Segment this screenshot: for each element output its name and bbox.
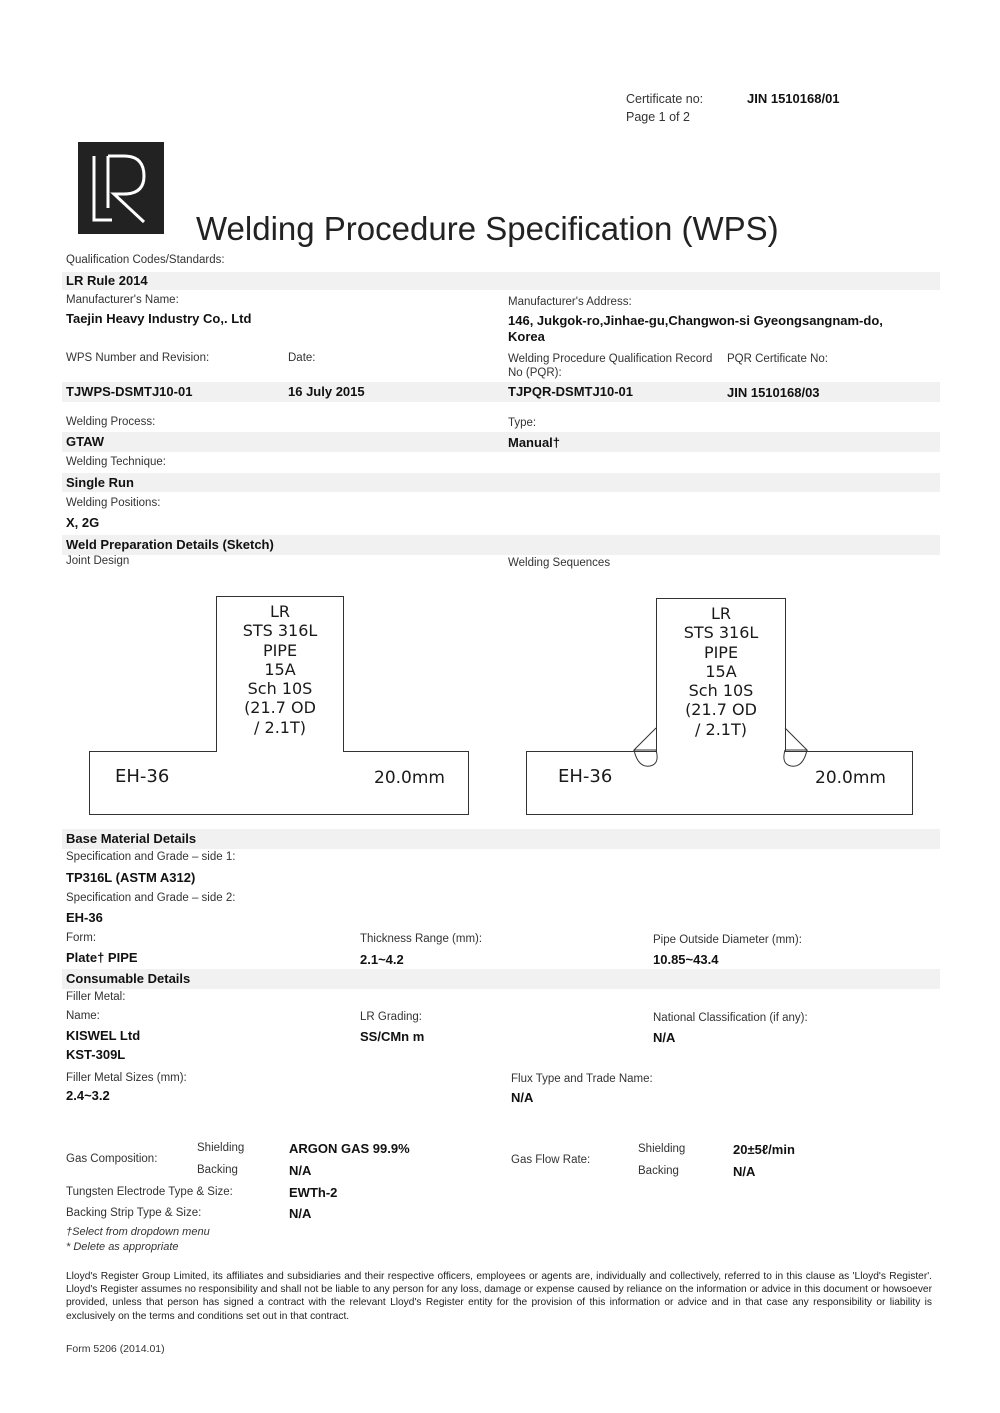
- backing-strip-label: Backing Strip Type & Size:: [66, 1207, 202, 1219]
- weld-preparation-title: Weld Preparation Details (Sketch): [66, 537, 274, 552]
- consumable-name-value: KISWEL Ltd: [66, 1028, 141, 1043]
- page-indicator: Page 1 of 2: [626, 110, 690, 124]
- joint-pipe-line: Sch 10S: [247, 679, 313, 699]
- pqr-value: TJPQR-DSMTJ10-01: [508, 384, 633, 399]
- sequence-pipe-line: Sch 10S: [688, 681, 754, 701]
- certificate-number: JIN 1510168/01: [747, 91, 840, 106]
- manufacturer-address-label: Manufacturer's Address:: [508, 296, 632, 308]
- lr-grading-value: SS/CMn m: [360, 1029, 425, 1044]
- gas-flow-label: Gas Flow Rate:: [511, 1154, 591, 1166]
- form-number: Form 5206 (2014.01): [66, 1343, 165, 1355]
- sequence-pipe-line: PIPE: [703, 642, 739, 662]
- national-classification-label: National Classification (if any):: [653, 1012, 808, 1024]
- welding-positions-value: X, 2G: [66, 515, 100, 530]
- sequence-pipe-line: / 2.1T): [695, 719, 747, 739]
- disclaimer-text: Lloyd's Register Group Limited, its affiliates and subsidiaries and their respective officers, employees or agents are, individually and collectively, referred to in this clause as 'Lloyd's Register'. Lloyd's Register assumes no responsibility and shall not be liable to any person for any loss, damage or expense caused by reliance on the information or advice in this document or howsoever provided, unless that person has signed a contract with the relevant Lloyd's Register entity for the provision of this information or advice and in that case any responsibility or liability is exclusively on the terms and conditions set out in that contract.: [66, 1271, 932, 1322]
- manufacturer-name-label: Manufacturer's Name:: [66, 294, 179, 306]
- type-label: Type:: [508, 417, 537, 429]
- flow-shielding-value: 20±5ℓ/min: [733, 1142, 795, 1157]
- welding-process-value: GTAW: [66, 434, 105, 449]
- date-value: 16 July 2015: [288, 384, 365, 399]
- delete-note: * Delete as appropriate: [66, 1241, 179, 1253]
- thickness-label: Thickness Range (mm):: [360, 933, 483, 945]
- flow-backing-value: N/A: [733, 1164, 756, 1179]
- filler-sizes-label: Filler Metal Sizes (mm):: [66, 1072, 187, 1084]
- form-value: Plate† PIPE: [66, 950, 138, 965]
- manufacturer-name-value: Taejin Heavy Industry Co,. Ltd: [66, 311, 252, 326]
- pqr-certificate-label: PQR Certificate No:: [727, 353, 828, 365]
- side1-label: Specification and Grade – side 1:: [66, 851, 236, 863]
- national-classification-value: N/A: [653, 1030, 676, 1045]
- filler-metal-label: Filler Metal:: [66, 991, 126, 1003]
- lr-logo: [78, 142, 164, 234]
- joint-pipe-line: (21.7 OD: [244, 698, 316, 718]
- joint-pipe-line: / 2.1T): [254, 717, 306, 737]
- tungsten-label: Tungsten Electrode Type & Size:: [66, 1186, 233, 1198]
- page-title: Welding Procedure Specification (WPS): [196, 210, 779, 247]
- welding-process-label: Welding Process:: [66, 416, 156, 428]
- pqr-label-line1: Welding Procedure Qualification Record: [508, 353, 713, 365]
- joint-plate-thickness: 20.0mm: [374, 768, 445, 788]
- wps-number-value: TJWPS-DSMTJ10-01: [66, 384, 193, 399]
- thickness-value: 2.1~4.2: [360, 952, 404, 967]
- qualification-label: Qualification Codes/Standards:: [66, 254, 225, 266]
- date-label: Date:: [288, 352, 316, 364]
- sequence-pipe: [656, 598, 786, 752]
- gas-backing-value: N/A: [289, 1163, 312, 1178]
- flow-shielding-label: Shielding: [638, 1143, 686, 1155]
- sequence-pipe-line: (21.7 OD: [685, 700, 757, 720]
- welding-technique-value: Single Run: [66, 475, 134, 490]
- tungsten-value: EWTh-2: [289, 1185, 338, 1200]
- sequence-pipe-line: 15A: [705, 661, 737, 681]
- joint-design-label: Joint Design: [66, 555, 130, 567]
- backing-strip-value: N/A: [289, 1206, 312, 1221]
- gas-shielding-label: Shielding: [197, 1142, 245, 1154]
- joint-plate-label: EH-36: [115, 766, 170, 787]
- manufacturer-address-line1: 146, Jukgok-ro,Jinhae-gu,Changwon-si Gyeongsangnam-do,: [508, 313, 883, 328]
- joint-pipe: [216, 596, 344, 752]
- manufacturer-address-line2: Korea: [508, 329, 545, 344]
- certificate-label: Certificate no:: [626, 92, 704, 106]
- pqr-certificate-value: JIN 1510168/03: [727, 385, 820, 400]
- weld-bead-left: [630, 726, 660, 772]
- form-label: Form:: [66, 932, 97, 944]
- sequence-pipe-line: LR: [710, 604, 732, 623]
- consumable-product-value: KST-309L: [66, 1047, 126, 1062]
- gas-backing-label: Backing: [197, 1164, 238, 1176]
- dropdown-note: †Select from dropdown menu: [66, 1226, 210, 1238]
- side2-label: Specification and Grade – side 2:: [66, 892, 236, 904]
- gas-shielding-value: ARGON GAS 99.9%: [289, 1141, 410, 1156]
- lr-logo-mark: [78, 142, 164, 234]
- qualification-value: LR Rule 2014: [66, 273, 148, 288]
- sequence-pipe-line: STS 316L: [683, 623, 759, 643]
- welding-sequences-label: Welding Sequences: [508, 557, 611, 569]
- pqr-label-line2: No (PQR):: [508, 367, 562, 379]
- joint-pipe-line: LR: [269, 602, 291, 621]
- sequence-plate-thickness: 20.0mm: [815, 768, 886, 788]
- wps-number-label: WPS Number and Revision:: [66, 352, 210, 364]
- welding-positions-label: Welding Positions:: [66, 497, 161, 509]
- weld-bead-right: [781, 726, 811, 772]
- diameter-label: Pipe Outside Diameter (mm):: [653, 934, 802, 946]
- side1-value: TP316L (ASTM A312): [66, 870, 196, 885]
- welding-technique-label: Welding Technique:: [66, 456, 166, 468]
- base-material-title: Base Material Details: [66, 831, 197, 846]
- flux-label: Flux Type and Trade Name:: [511, 1073, 653, 1085]
- consumable-title: Consumable Details: [66, 971, 191, 986]
- diameter-value: 10.85~43.4: [653, 952, 719, 967]
- consumable-name-label: Name:: [66, 1010, 100, 1022]
- flow-backing-label: Backing: [638, 1165, 679, 1177]
- flux-value: N/A: [511, 1090, 534, 1105]
- gas-composition-label: Gas Composition:: [66, 1153, 158, 1165]
- lr-grading-label: LR Grading:: [360, 1011, 423, 1023]
- filler-sizes-value: 2.4~3.2: [66, 1088, 110, 1103]
- side2-value: EH-36: [66, 910, 103, 925]
- type-value: Manual†: [508, 435, 561, 450]
- joint-pipe-line: 15A: [264, 659, 296, 679]
- joint-pipe-line: PIPE: [262, 640, 298, 660]
- sequence-plate-label: EH-36: [558, 766, 613, 787]
- joint-pipe-line: STS 316L: [242, 621, 318, 641]
